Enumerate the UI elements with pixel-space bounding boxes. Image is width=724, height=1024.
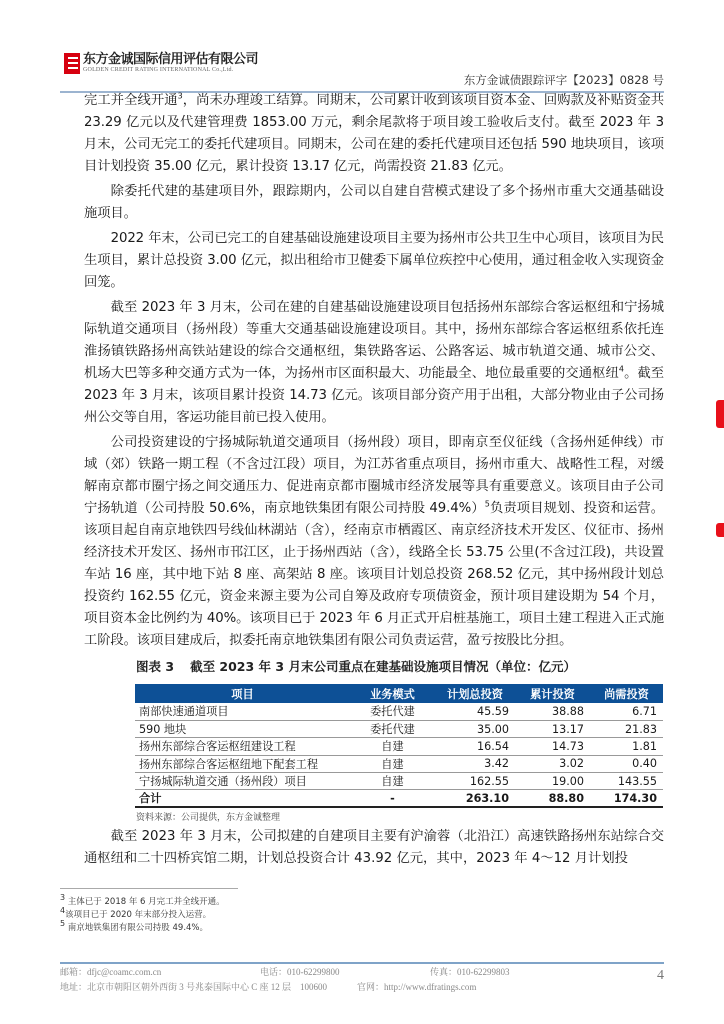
column-header: 累计投资: [515, 684, 590, 703]
footer-address: 地址：北京市朝阳区朝外西街 3 号兆泰国际中心 C 座 12 层 100600: [60, 982, 328, 992]
footer-email: 邮箱：dfjc@coamc.com.cn: [60, 967, 162, 977]
cell-mode: 自建: [350, 773, 435, 790]
paragraph: 公司投资建设的宁扬城际轨道交通项目（扬州段）项目，即南京至仪征线（含扬州延伸线）市域（郊）铁路一期工程（不含过江段）项目，为江苏省重点项目，扬州市重大、战略性工程，对缓解南京都市圈宁扬之间交通压力、促进南京都市圈城市经济发展等具有重要意义。该项目由子公司宁扬轨道（公司持股 50.6%，南京地铁集团有限公司持股 49.4%）$^5$负责项目规划、投资和运营。该项目起自南京地铁四号线仙林湖站（含），经南京市栖霞区、南京经济技术开发区、仪征市、扬州经济技术开发区、扬州市邗江区，止于扬州西站（含），线路全长 53.75 公里(不含过江段)，共设置车站 16 座，其中地下站 8 座、高架站 8 座。该项目计划总投资 268.52 亿元，其中扬州段计划总投资约 162.55 亿元，资金来源主要为公司自筹及政府专项债资金，预计项目建设期为 54 个月，项目资本金比例约为 40%。该项目已于 2023 年 6 月正式开启桩基施工，项目土建工程进入正式施工阶段。该项目建成后，拟委托南京地铁集团有限公司负责运营，盈亏按股比分担。: [84, 435, 664, 648]
cell-project: 合计: [135, 790, 350, 808]
cell-project: 南部快速通道项目: [135, 703, 350, 720]
logo-icon: [64, 53, 80, 74]
cell-mode: 委托代建: [350, 703, 435, 720]
company-name-cn: 东方金诚国际信用评估有限公司: [83, 52, 259, 67]
column-header: 业务模式: [350, 684, 435, 703]
footnote-ref[interactable]: 3: [177, 91, 183, 101]
cell-cumulative: 13.17: [515, 720, 590, 737]
footer: [60, 965, 664, 995]
cell-project: 宁扬城际轨道交通（扬州段）项目: [135, 773, 350, 790]
cell-remaining: 174.30: [590, 790, 663, 808]
cell-planned: 16.54: [435, 738, 515, 755]
cell-planned: 162.55: [435, 773, 515, 790]
cell-cumulative: 3.02: [515, 755, 590, 772]
footnotes: [60, 893, 225, 935]
cell-cumulative: 19.00: [515, 773, 590, 790]
cell-cumulative: 14.73: [515, 738, 590, 755]
document-number: 东方金诚债跟踪评字【2023】0828 号: [463, 73, 664, 87]
column-header: 计划总投资: [435, 684, 515, 703]
cell-cumulative: 88.80: [515, 790, 590, 808]
paragraph: 截至 2023 年 3 月末，公司在建的自建基础设施建设项目包括扬州东部综合客运枢纽和宁扬城际轨道交通项目（扬州段）等重大交通基础设施建设项目。其中，扬州东部综合客运枢纽系依托连淮扬镇铁路扬州高铁站建设的综合交通枢纽，集铁路客运、公路客运、城市轨道交通、城市公交、机场大巴等多种交通方式为一体，为扬州市区面积最大、功能最全、地位最重要的交通枢纽$^4$。截至 2023 年 3 月末，该项目累计投资 14.73 亿元。该项目部分资产用于出租，大部分物业由子公司扬州公交等自用，客运功能目前已投入使用。: [84, 300, 665, 425]
table-source: 资料来源：公司提供，东方金诚整理: [136, 813, 281, 823]
footnote: $^3$ 主体已于 2018 年 6 月完工并全线开通。: [60, 893, 225, 907]
cell-project: 扬州东部综合客运枢纽地下配套工程: [135, 755, 350, 772]
cell-cumulative: 38.88: [515, 703, 590, 720]
paragraph: 完工并全线开通$^3$，尚未办理竣工结算。同期末，公司累计收到该项目资本金、回购款及补贴资金共 23.29 亿元以及代建管理费 1853.00 万元，剩余尾款将于项目竣工验收后支付。截至 2023 年 3 月末，公司无完工的委托代建项目。同期末，公司在建的委托代建项目还包括 590 地块项目，该项目计划投资 35.00 亿元，累计投资 13.17 亿元，尚需投资 21.83 亿元。: [84, 91, 664, 174]
cell-mode: 委托代建: [350, 720, 435, 737]
cell-mode: 自建: [350, 738, 435, 755]
company-logo: [64, 53, 258, 74]
cell-remaining: 6.71: [590, 703, 663, 720]
footer-fax: 传真：010-62299803: [430, 967, 510, 977]
cell-mode: 自建: [350, 755, 435, 772]
footer-phone: 电话：010-62299800: [260, 967, 340, 977]
cell-mode: -: [350, 790, 435, 808]
footer-divider: [60, 962, 664, 964]
body-text: [84, 90, 664, 655]
footnote-ref[interactable]: 5: [484, 499, 490, 509]
footnote: $^5$ 南京地铁集团有限公司持股 49.4%。: [60, 919, 209, 933]
paragraph: 2022 年末，公司已完工的自建基础设施建设项目主要为扬州市公共卫生中心项目，该项目为民生项目，累计总投资 3.00 亿元，拟出租给市卫健委下属单位疾控中心使用，通过租金收入实现资金回笼。: [84, 231, 664, 290]
cell-planned: 263.10: [435, 790, 515, 808]
table-row: [135, 703, 663, 720]
paragraph: 截至 2023 年 3 月末，公司拟建的自建项目主要有沪渝蓉（北沿江）高速铁路扬州东站综合交通枢纽和二十四桥宾馆二期，计划总投资合计 43.92 亿元，其中，2023 年 4～12 月计划投: [84, 829, 664, 866]
seal-fragment-icon: [716, 400, 724, 428]
cell-remaining: 21.83: [590, 720, 663, 737]
footnote: $^4$该项目已于 2020 年末部分投入运营。: [60, 906, 212, 920]
page-number: 4: [657, 968, 664, 983]
table-row: [135, 773, 663, 790]
company-name-en: GOLDEN CREDIT RATING INTERNATIONAL Co.,Ltd.: [83, 67, 234, 73]
cell-planned: 35.00: [435, 720, 515, 737]
cell-project: 扬州东部综合客运枢纽建设工程: [135, 738, 350, 755]
table-total-row: [135, 790, 663, 808]
seal-fragment-icon: [716, 523, 724, 537]
cell-remaining: 1.81: [590, 738, 663, 755]
column-header: 项目: [135, 684, 350, 703]
table-row: [135, 755, 663, 772]
cell-remaining: 143.55: [590, 773, 663, 790]
projects-table: [135, 684, 663, 808]
footnote-divider: [60, 888, 238, 889]
cell-planned: 3.42: [435, 755, 515, 772]
column-header: 尚需投资: [590, 684, 663, 703]
cell-project: 590 地块: [135, 720, 350, 737]
footer-website[interactable]: 官网：http://www.dfratings.com: [357, 982, 477, 992]
footnote-ref[interactable]: 4: [618, 364, 624, 374]
table-row: [135, 738, 663, 755]
table-row: [135, 720, 663, 737]
figure-title: 图表 3 截至 2023 年 3 月末公司重点在建基础设施项目情况（单位：亿元）: [136, 659, 576, 674]
table-header-row: [135, 684, 663, 703]
paragraph: 除委托代建的基建项目外，跟踪期内，公司以自建自营模式建设了多个扬州市重大交通基础设施项目。: [84, 184, 664, 221]
cell-planned: 45.59: [435, 703, 515, 720]
cell-remaining: 0.40: [590, 755, 663, 772]
